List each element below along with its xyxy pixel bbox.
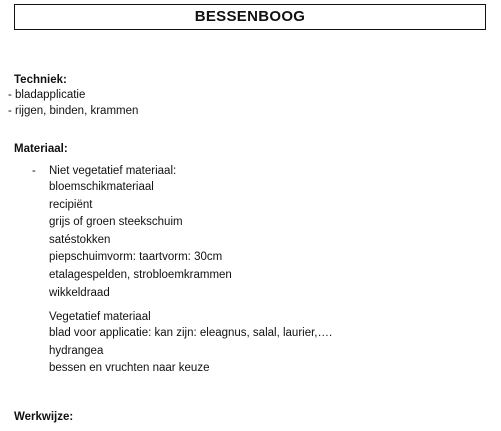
list-item: bloemschikmateriaal xyxy=(49,181,154,193)
list-item: grijs of groen steekschuim xyxy=(49,216,183,229)
vegetatief-list xyxy=(49,326,332,379)
list-bullet: - xyxy=(32,165,36,177)
werkwijze-heading: Werkwijze: xyxy=(14,411,74,423)
document-title: BESSENBOOG xyxy=(14,4,486,30)
techniek-heading: Techniek: xyxy=(14,74,67,86)
materiaal-heading: Materiaal: xyxy=(14,143,68,155)
niet-vegetatief-list xyxy=(49,180,232,303)
list-item: bessen en vruchten naar keuze xyxy=(49,362,210,375)
vegetatief-heading: Vegetatief materiaal xyxy=(49,311,151,323)
list-item: recipiënt xyxy=(49,198,93,211)
niet-vegetatief-heading: Niet vegetatief materiaal: xyxy=(49,165,177,177)
list-item: blad voor applicatie: kan zijn: eleagnus, salal, laurier,…. xyxy=(49,327,333,339)
list-item: piepschuimvorm: taartvorm: 30cm xyxy=(49,251,223,264)
techniek-item: - bladapplicatie xyxy=(8,89,86,101)
list-item: wikkeldraad xyxy=(49,286,110,299)
list-item: satéstokken xyxy=(49,233,111,246)
techniek-item: - rijgen, binden, krammen xyxy=(8,105,139,117)
list-item: etalagespelden, strobloemkrammen xyxy=(49,268,232,281)
list-item: hydrangea xyxy=(49,344,104,357)
